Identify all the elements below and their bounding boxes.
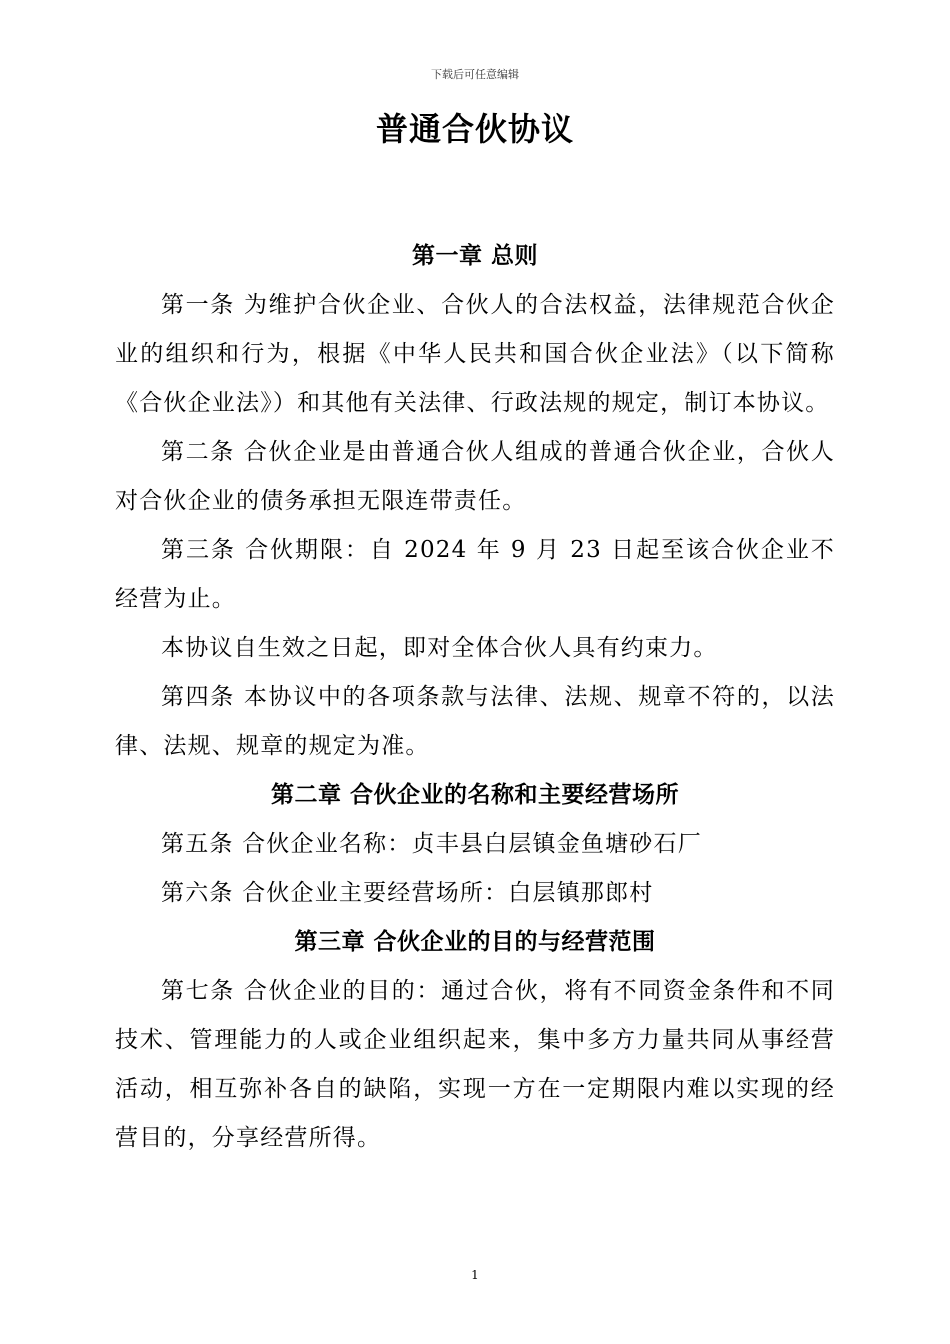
article-paragraph: 本协议自生效之日起，即对全体合伙人具有约束力。 <box>161 635 718 661</box>
article-paragraph: 第三条 合伙期限：自 2024 年 9 月 23 日起至该合伙企业不经营为止。 <box>115 537 835 612</box>
chapter-heading: 第一章 总则 <box>411 243 538 269</box>
chapter-heading: 第二章 合伙企业的名称和主要经营场所 <box>270 782 679 808</box>
article-paragraph: 第四条 本协议中的各项条款与法律、法规、规章不符的，以法律、法规、规章的规定为准。 <box>115 684 835 759</box>
article-paragraph: 第五条 合伙企业名称：贞丰县白层镇金鱼塘砂石厂 <box>161 831 702 857</box>
article-paragraph: 第六条 合伙企业主要经营场所：白层镇那郎村 <box>161 880 654 906</box>
document-title: 普通合伙协议 <box>375 110 574 148</box>
article-paragraph: 第二条 合伙企业是由普通合伙人组成的普通合伙企业，合伙人对合伙企业的债务承担无限连带责任。 <box>115 439 835 514</box>
article-paragraph: 第一条 为维护合伙企业、合伙人的合法权益，法律规范合伙企业的组织和行为，根据《中华人民共和国合伙企业法》（以下简称《合伙企业法》）和其他有关法律、行政法规的规定，制订本协议。 <box>115 292 835 416</box>
chapter-heading: 第三章 合伙企业的目的与经营范围 <box>294 929 656 955</box>
page-number: 1 <box>471 1268 479 1282</box>
header-note: 下载后可任意编辑 <box>431 68 519 81</box>
article-paragraph: 第七条 合伙企业的目的：通过合伙，将有不同资金条件和不同技术、管理能力的人或企业组织起来，集中多方力量共同从事经营活动，相互弥补各自的缺陷，实现一方在一定期限内难以实现的经营目的，分享经营所得。 <box>115 978 835 1151</box>
document-body <box>115 232 835 1163</box>
